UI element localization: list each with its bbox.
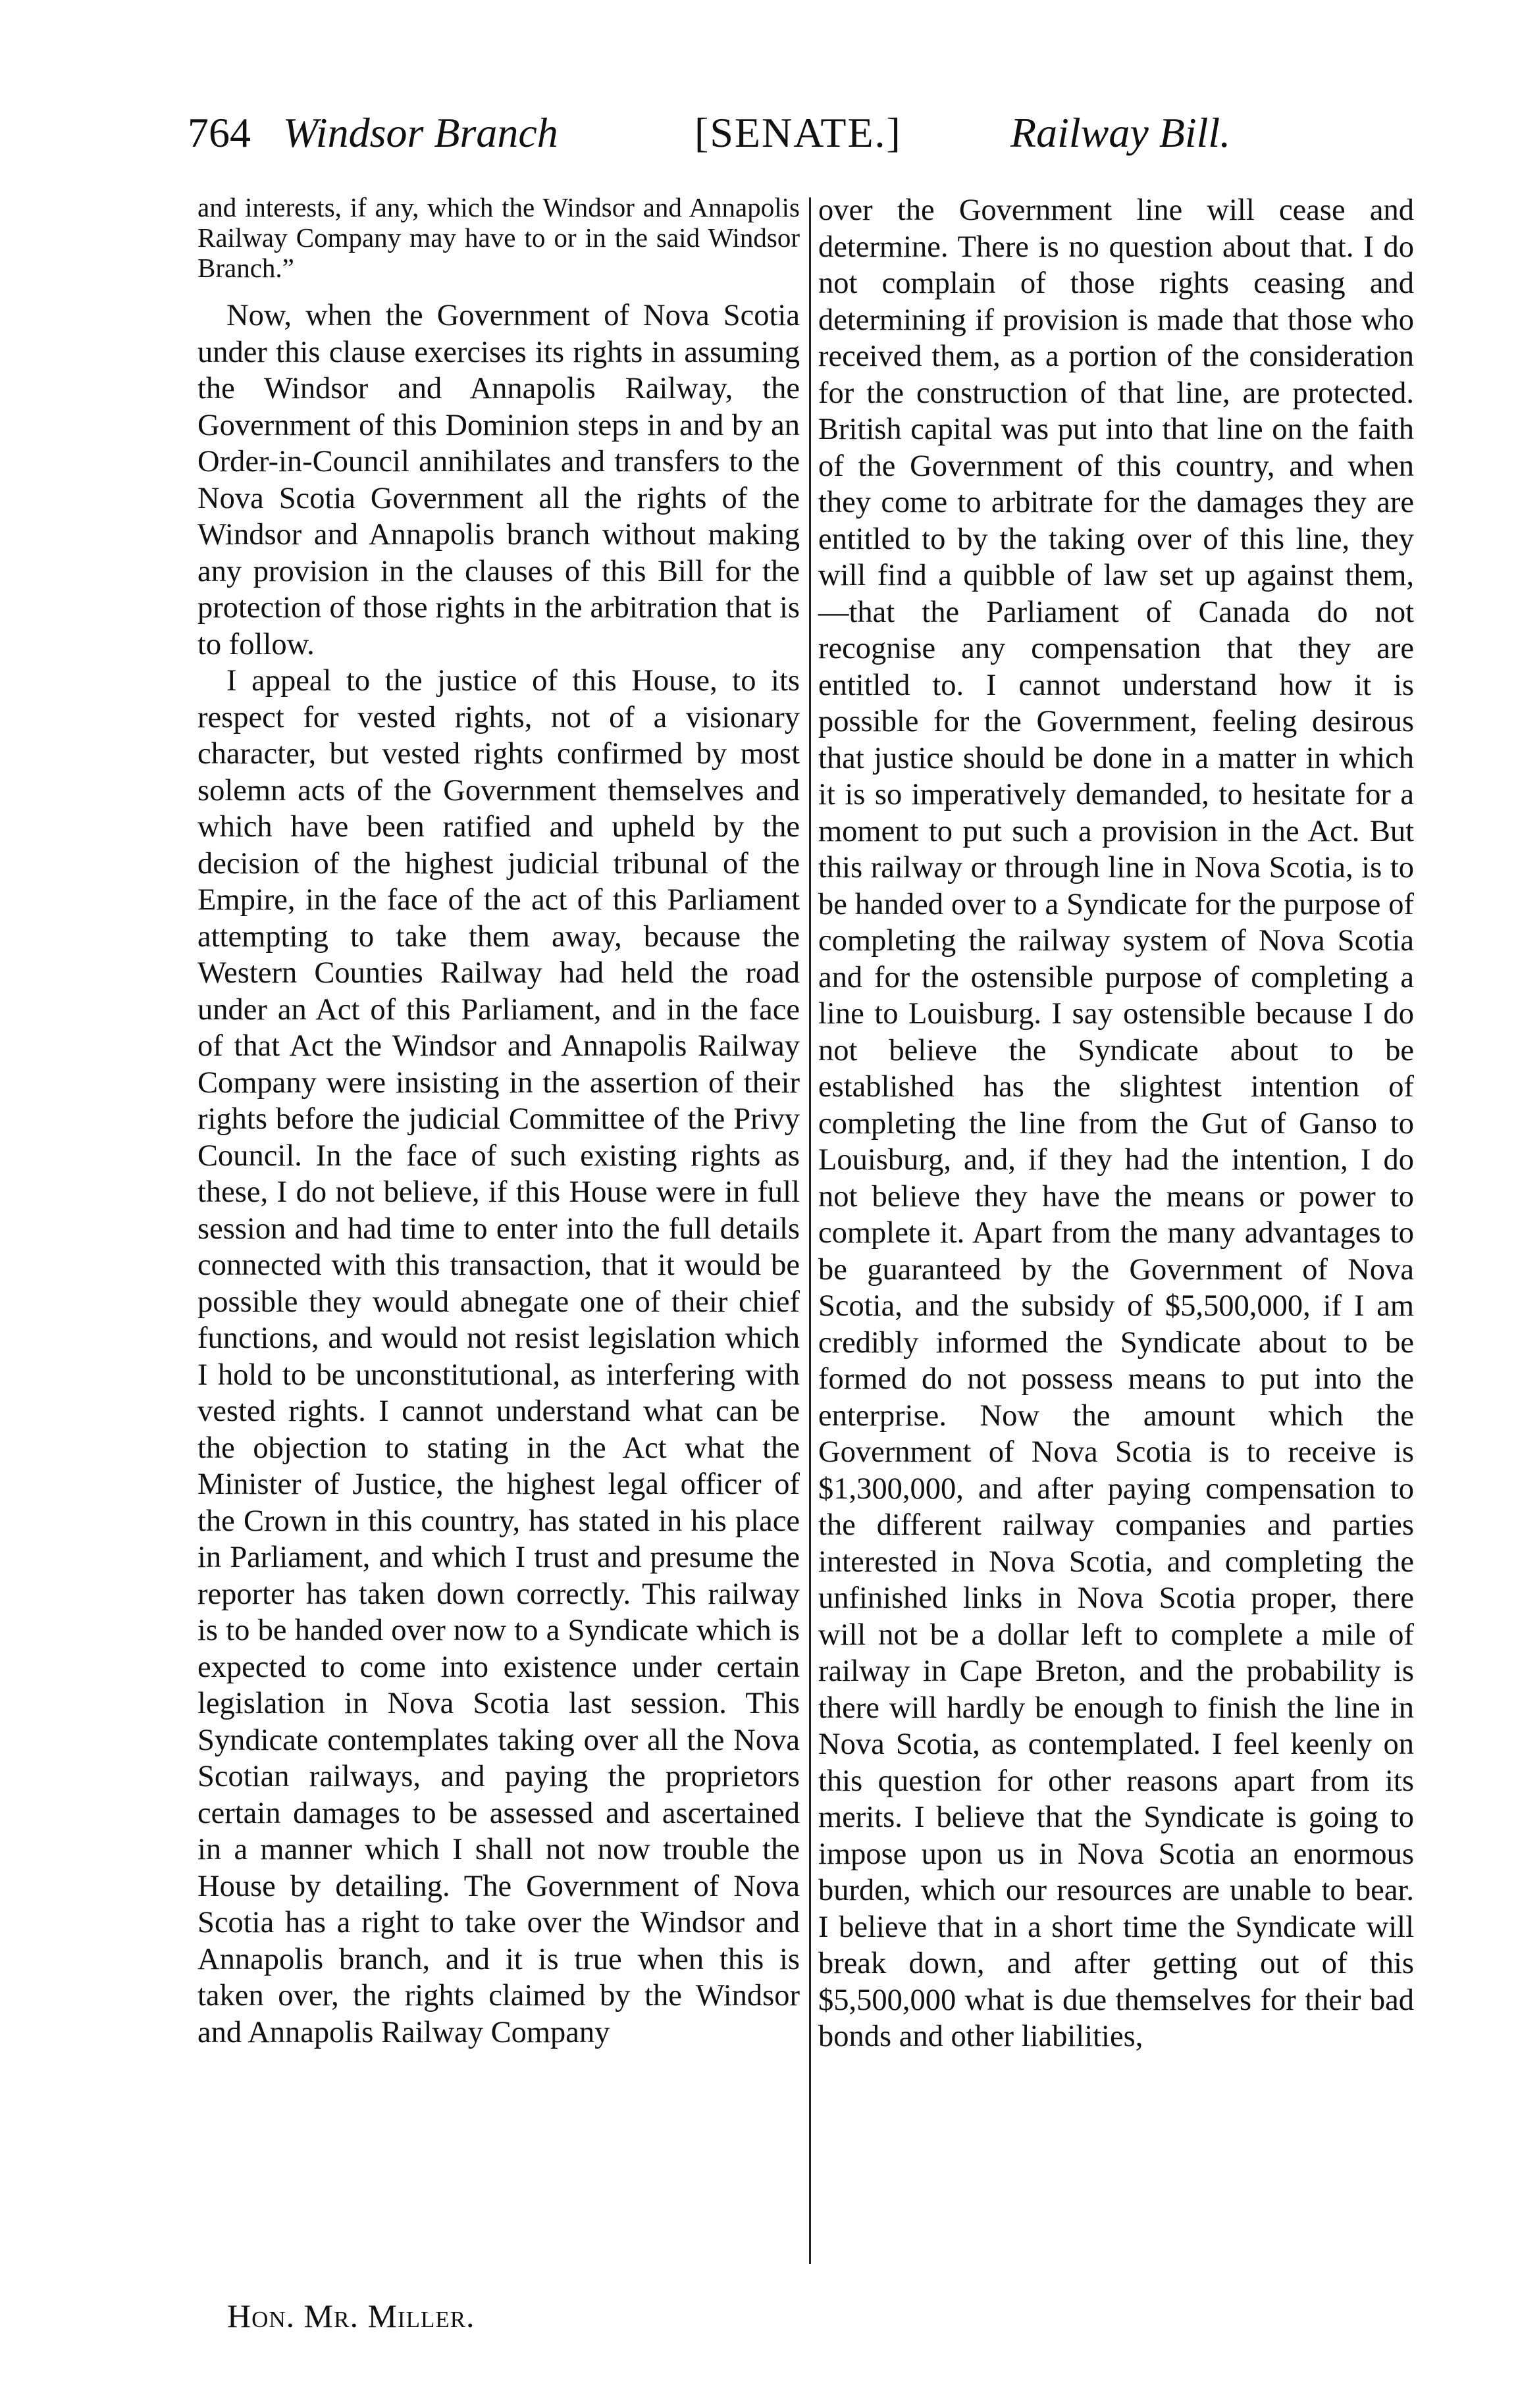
running-header <box>188 109 1307 181</box>
paragraph: I appeal to the justice of this House, to its respect for vested rights, not of a visionary character, but vested rights confirmed by most solemn acts of the Government themselves and which have been ratified and upheld by the decision of the highest judicial tribunal of the Empire, in the face of the act of this Parliament attempting to take them away, because the Western Counties Railway had held the road under an Act of this Parliament, and in the face of that Act the Windsor and Annapolis Railway Company were insisting in the assertion of their rights before the judicial Committee of the Privy Council. In the face of such existing rights as these, I do not believe, if this House were in full session and had time to enter into the full details connected with this transaction, that it would be possible they would abnegate one of their chief functions, and would not resist legislation which I hold to be unconstitutional, as interfering with vested rights. I cannot understand what can be the objection to stating in the Act what the Minister of Justice, the highest legal officer of the Crown in this country, has stated in his place in Parliament, and which I trust and presume the reporter has taken down correctly. This railway is to be handed over now to a Syndicate which is expected to come into existence under certain legislation in Nova Scotia last session. This Syndicate contemplates taking over all the Nova Scotian railways, and paying the proprietors certain damages to be assessed and ascertained in a manner which I shall not now trouble the House by detailing. The Government of Nova Scotia has a right to take over the Windsor and Annapolis branch, and it is true when this is taken over, the rights claimed by the Windsor and Annapolis Railway Company <box>197 664 800 2049</box>
left-column <box>197 192 800 2051</box>
speaker-footer: Hon. Mr. Miller. <box>227 2297 475 2334</box>
quote-continuation: and interests, if any, which the Windsor and Annapolis Railway Company may have to or in the said Windsor Branch.” <box>197 192 800 283</box>
header-center-title: [SENATE.] <box>694 109 902 156</box>
paragraph: Now, when the Government of Nova Scotia under this clause exercises its rights in assuming the Windsor and Annapolis Railway, the Government of this Dominion steps in and by an Order-in-Council annihilates and transfers to the Nova Scotia Government all the rights of the Windsor and Annapolis branch without making any provision in the clauses of this Bill for the protection of those rights in the arbitration that is to follow. <box>197 299 800 661</box>
column-divider <box>809 197 811 2264</box>
right-column <box>818 192 1414 2055</box>
page-number: 764 <box>188 109 251 156</box>
paragraph: over the Government line will cease and determine. There is no question about that. I do not complain of those rights ceasing and determining if provision is made that those who received them, as a portion of the consideration for the construction of that line, are protected. British capital was put into that line on the faith of the Government of this country, and when they come to arbitrate for the damages they are entitled to by the taking over of this line, they will find a quibble of law set up against them, —that the Parliament of Canada do not recognise any compensation that they are entitled to. I cannot understand how it is possible for the Government, feeling desirous that justice should be done in a matter in which it is so imperatively demanded, to hesitate for a moment to put such a provision in the Act. But this railway or through line in Nova Scotia, is to be handed over to a Syndicate for the purpose of completing the railway system of Nova Scotia and for the ostensible purpose of completing a line to Louisburg. I say ostensible because I do not believe the Syndicate about to be established has the slightest intention of completing the line from the Gut of Ganso to Louisburg, and, if they had the intention, I do not believe they have the means or power to complete it. Apart from the many advantages to be guaranteed by the Government of Nova Scotia, and the subsidy of $5,500,000, if I am credibly informed the Syndicate about to be formed do not possess means to put into the enterprise. Now the amount which the Government of Nova Scotia is to receive is $1,300,000, and after paying compensation to the different railway companies and parties interested in Nova Scotia, and completing the unfinished links in Nova Scotia proper, there will not be a dollar left to complete a mile of railway in Cape Breton, and the probability is there will hardly be enough to finish the line in Nova Scotia, as contemplated. I feel keenly on this question for other reasons apart from its merits. I believe that the Syndicate is going to impose upon us in Nova Scotia an enormous burden, which our resources are unable to bear. I believe that in a short time the Syndicate will break down, and after getting out of this $5,500,000 what is due themselves for their bad bonds and other liabilities, <box>818 193 1414 2053</box>
header-left-title: Windsor Branch <box>283 109 558 156</box>
header-right-title: Railway Bill. <box>1010 109 1231 156</box>
